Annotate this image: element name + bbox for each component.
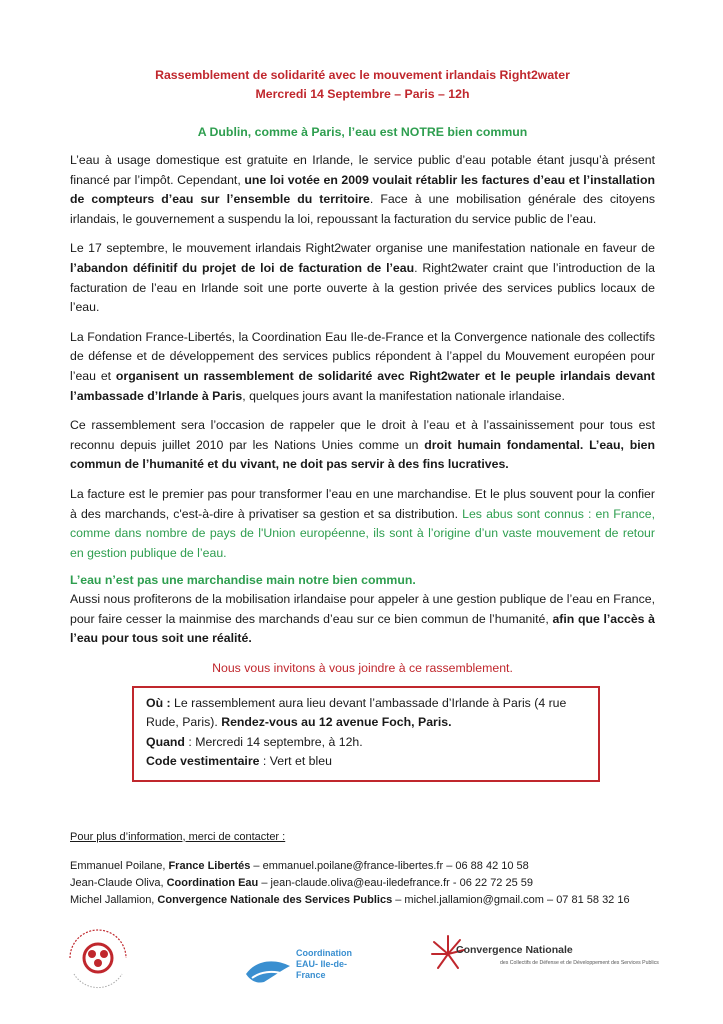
contact-org: France Libertés — [168, 859, 251, 872]
when-text: : Mercredi 14 septembre, à 12h. — [184, 734, 363, 749]
document-subtitle: A Dublin, comme à Paris, l’eau est NOTRE bien commun — [197, 125, 528, 139]
paragraph-3 — [70, 328, 655, 406]
contacts-list — [70, 858, 655, 909]
green-run: Les abus sont connus : en France, comme dans nombre de pays de l'Union européenne, ils sont à l’origine d’un vaste mouvement de retour en gestion publique de l’eau. — [70, 506, 655, 560]
document-page — [70, 66, 655, 909]
text-run: La facture est le premier pas pour transformer l’eau en une marchandise. Et le plus souvent pour la confier à des marchands, c'est-à-dire à privatiser sa gestion et sa distribution. — [70, 486, 655, 521]
bold-run: afin que l’accès à l’eau pour tous soit une réalité. — [70, 611, 655, 646]
section-heading: L’eau n’est pas une marchandise main notre bien commun. — [70, 573, 416, 588]
text-run: . Face à une mobilisation générale des citoyens irlandais, le gouvernement a suspendu la loi, repoussant la facturation du service public de l’eau. — [70, 192, 655, 226]
contact-details: – emmanuel.poilane@france-libertes.fr – 06 88 42 10 58 — [250, 859, 529, 872]
convergence-nationale-logo — [428, 932, 688, 982]
coordination-eau-logo — [244, 938, 354, 998]
text-run: Le 17 septembre, le mouvement irlandais Right2water organise une manifestation nationale en faveur de — [70, 241, 655, 256]
text-run: Aussi nous profiterons de la mobilisation irlandaise pour appeler à une gestion publique de l’eau en France, pour faire cesser la mainmise des marchands d’eau sur ce bien commun de l’humanité, — [70, 592, 655, 626]
title-line-2: Mercredi 14 Septembre – Paris – 12h — [255, 87, 470, 101]
dress-code-label: Code vestimentaire — [146, 754, 260, 769]
contact-name: Emmanuel Poilane, — [70, 859, 169, 872]
when-line — [146, 733, 584, 752]
location-label: Où : — [146, 696, 171, 711]
coordination-eau-logo-text — [296, 948, 354, 981]
contact-name: Jean-Claude Oliva, — [70, 876, 167, 889]
document-title — [70, 66, 655, 104]
text-run: L’eau à usage domestique est gratuite en Irlande, le service public d’eau potable étant jusqu’à présent financé par l’impôt. Cependant, — [70, 153, 655, 187]
contact-name: Michel Jallamion, — [70, 893, 158, 906]
contact-details: – jean-claude.oliva@eau-iledefrance.fr - 06 22 72 25 59 — [258, 876, 534, 889]
dress-code-line — [146, 752, 584, 771]
paragraph-2 — [70, 239, 655, 317]
contact-3 — [70, 892, 655, 909]
text-run: . Right2water craint que l’introduction de la facturation de l’eau en Irlande soit une porte ouverte à la gestion privée des services publics locaux de l’eau. — [70, 260, 655, 315]
contact-org: Convergence Nationale des Services Publics — [157, 893, 393, 906]
text-run: , quelques jours avant la manifestation nationale irlandaise. — [242, 388, 565, 403]
france-libertes-logo — [58, 928, 138, 992]
bold-run: l’abandon définitif du projet de loi de facturation de l’eau — [70, 260, 415, 275]
logo-text-line: EAU- Ile-de-France — [296, 959, 348, 980]
convergence-logo-title: Convergence Nationale — [456, 944, 573, 956]
location-text: Le rassemblement aura lieu devant l’ambassade d’Irlande à Paris (4 rue Rude, Paris). — [146, 696, 567, 730]
logos-row — [0, 928, 723, 1008]
paragraph-4 — [70, 416, 655, 475]
dress-code-text: : Vert et bleu — [259, 754, 332, 769]
bold-run: organisent un rassemblement de solidarité avec Right2water et le peuple irlandais devant l’ambassade d’Irlande à Paris — [70, 368, 656, 403]
paragraph-6 — [70, 590, 655, 649]
paragraph-5 — [70, 485, 655, 563]
contact-2 — [70, 875, 655, 892]
text-run: Ce rassemblement sera l’occasion de rappeler que le droit à l’eau et à l’assainissement pour tous est reconnu depuis juillet 2010 par les Nations Unies comme un — [70, 418, 655, 452]
contact-1 — [70, 858, 655, 875]
meeting-point: Rendez-vous au 12 avenue Foch, Paris. — [221, 715, 452, 730]
text-run: La Fondation France-Libertés, la Coordination Eau Ile-de-France et la Convergence nationale des collectifs de défense et de développement des services publics répondent à l’appel du Mouvement européen pour l’eau et — [70, 329, 655, 383]
bold-run: droit humain fondamental. L’eau, bien commun de l’humanité et du vivant, ne doit pas servir à des fins lucratives. — [70, 437, 655, 472]
location-line — [146, 694, 584, 733]
contacts-title: Pour plus d’information, merci de contacter : — [70, 830, 286, 843]
event-info-box — [132, 686, 600, 782]
contact-details: – michel.jallamion@gmail.com – 07 81 58 32 16 — [392, 893, 630, 906]
contact-org: Coordination Eau — [166, 876, 259, 889]
logo-text-line: Coordination — [296, 948, 352, 958]
convergence-logo-subtitle: des Collectifs de Défense et de Développement des Services Publics — [500, 960, 659, 966]
title-line-1: Rassemblement de solidarité avec le mouvement irlandais Right2water — [155, 68, 570, 82]
bold-run: une loi votée en 2009 voulait rétablir les factures d’eau et l’installation de compteurs d’eau sur l’ensemble du territoire — [70, 172, 655, 207]
when-label: Quand — [146, 734, 185, 749]
paragraph-1 — [70, 151, 655, 229]
invitation-line: Nous vous invitons à vous joindre à ce rassemblement. — [212, 661, 513, 676]
